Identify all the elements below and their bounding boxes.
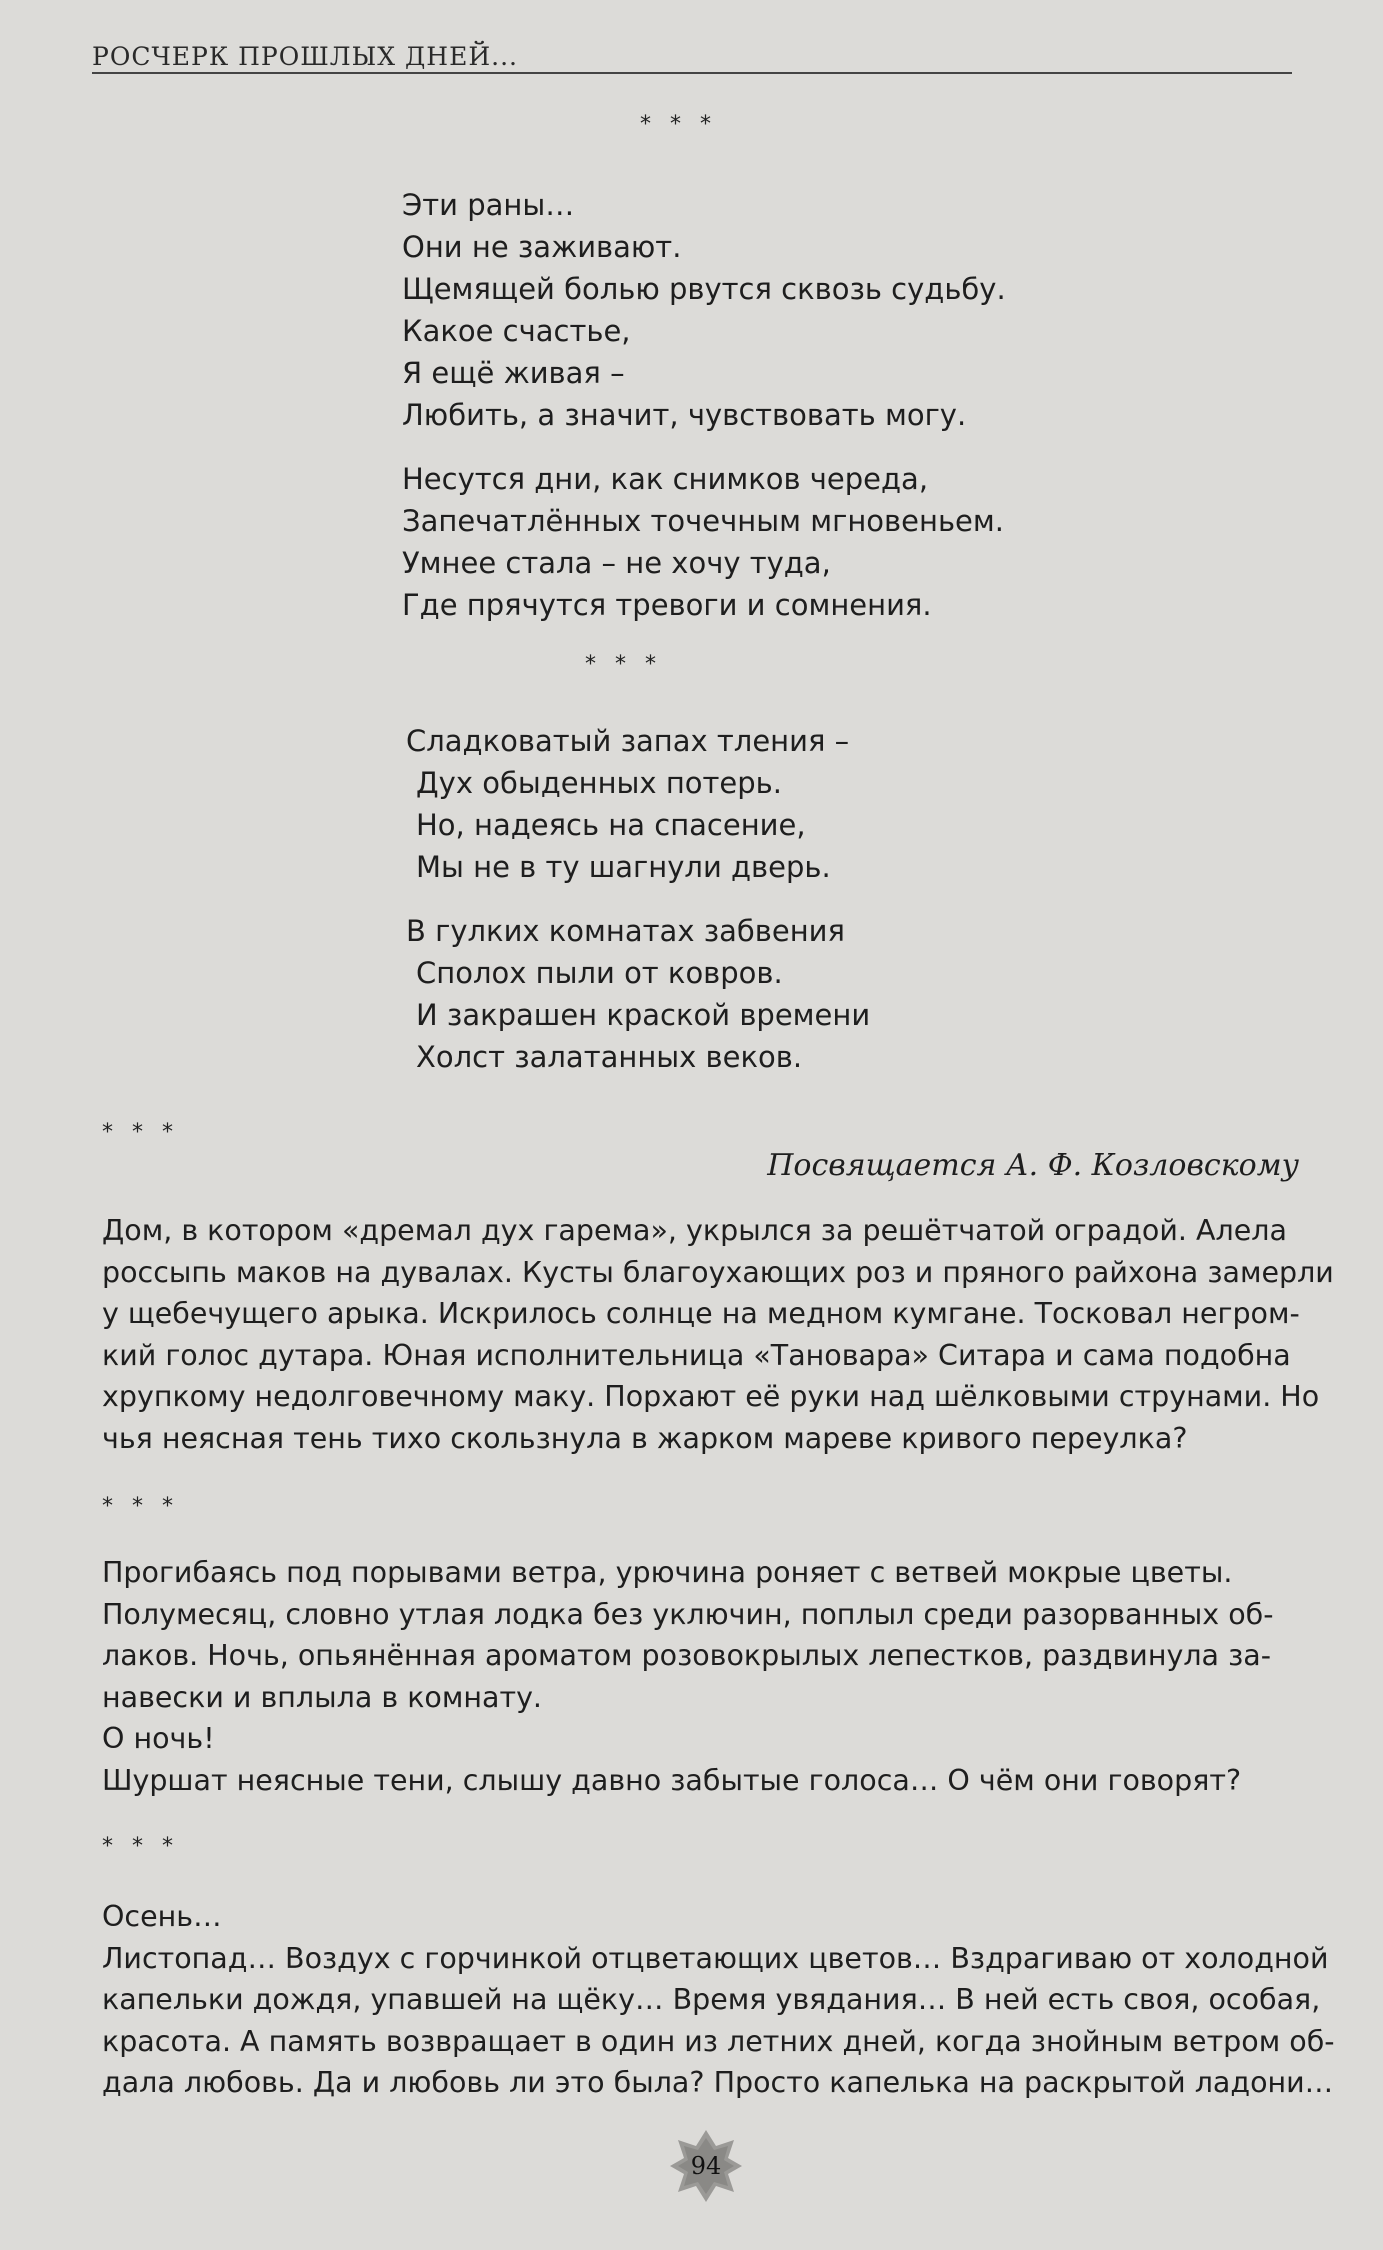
prose-line: у щебечущего арыка. Искрилось солнце на медном кумгане. Тосковал негром- bbox=[102, 1297, 1300, 1330]
header-rule bbox=[92, 72, 1292, 74]
poem-line: Сполох пыли от ковров. bbox=[416, 956, 783, 990]
poem-line: Запечатлённых точечным мгновеньем. bbox=[402, 504, 1004, 538]
poem-1 bbox=[402, 184, 1006, 648]
prose-line: навески и вплыла в комнату. bbox=[102, 1680, 542, 1714]
prose-line: красота. А память возвращает в один из летних дней, когда знойным ветром об- bbox=[102, 2024, 1335, 2058]
prose-line: Осень… bbox=[102, 1900, 222, 1933]
poem-line: Щемящей болью рвутся сквозь судьбу. bbox=[402, 272, 1006, 306]
section-separator-3: * * * bbox=[102, 1120, 179, 1145]
poem-line: Мы не в ту шагнули дверь. bbox=[416, 850, 831, 884]
section-separator-4: * * * bbox=[102, 1494, 179, 1519]
poem-line: Холст залатанных веков. bbox=[416, 1040, 803, 1074]
poem-2-stanza-1 bbox=[406, 720, 870, 888]
poem-line: Дух обыденных потерь. bbox=[416, 766, 782, 800]
prose-line: хрупкому недолговечному маку. Порхают её руки над шёлковыми струнами. Но bbox=[102, 1380, 1320, 1413]
poem-2-stanza-2 bbox=[406, 910, 870, 1078]
section-separator-5: * * * bbox=[102, 1834, 179, 1859]
prose-line: капельки дождя, упавшей на щёку… Время увядания… В ней есть своя, особая, bbox=[102, 1983, 1321, 2016]
poem-line: И закрашен краской времени bbox=[416, 998, 871, 1032]
page-number-badge bbox=[668, 2128, 744, 2204]
poem-1-stanza-1 bbox=[402, 184, 1006, 436]
prose-line: О ночь! bbox=[102, 1722, 215, 1755]
poem-line: Какое счастье, bbox=[402, 314, 631, 348]
poem-line: Я ещё живая – bbox=[402, 356, 625, 390]
prose-line: Полумесяц, словно утлая лодка без уключин, поплыл среди разорванных об- bbox=[102, 1597, 1274, 1631]
poem-line: Но, надеясь на спасение, bbox=[416, 808, 806, 842]
prose-line: Прогибаясь под порывами ветра, урючина роняет с ветвей мокрые цветы. bbox=[102, 1556, 1233, 1589]
poem-1-stanza-2 bbox=[402, 458, 1006, 626]
poem-line: Умнее стала – не хочу туда, bbox=[402, 546, 831, 580]
prose-line: россыпь маков на дувалах. Кусты благоухающих роз и пряного райхона замерли bbox=[102, 1255, 1334, 1289]
section-separator-2: * * * bbox=[585, 652, 662, 677]
prose-line: лаков. Ночь, опьянённая ароматом розовокрылых лепестков, раздвинула за- bbox=[102, 1639, 1271, 1672]
dedication: Посвящается А. Ф. Козловскому bbox=[767, 1148, 1299, 1183]
prose-line: кий голос дутара. Юная исполнительница «Тановара» Ситара и сама подобна bbox=[102, 1338, 1291, 1372]
poem-line: В гулких комнатах забвения bbox=[406, 914, 845, 948]
poem-line: Любить, а значит, чувствовать могу. bbox=[402, 398, 967, 432]
prose-3 bbox=[102, 1896, 1335, 2104]
running-header: РОСЧЕРК ПРОШЛЫХ ДНЕЙ... bbox=[92, 42, 519, 71]
poem-line: Сладковатый запах тления – bbox=[406, 724, 850, 758]
prose-line: Шуршат неясные тени, слышу давно забытые голоса… О чём они говорят? bbox=[102, 1763, 1242, 1797]
prose-line: Дом, в котором «дремал дух гарема», укрылся за решётчатой оградой. Алела bbox=[102, 1214, 1287, 1247]
prose-line: Листопад… Воздух с горчинкой отцветающих цветов… Вздрагиваю от холодной bbox=[102, 1941, 1329, 1975]
page-number: 94 bbox=[690, 2152, 722, 2180]
poem-line: Эти раны… bbox=[402, 188, 575, 222]
prose-1 bbox=[102, 1210, 1334, 1459]
prose-line: дала любовь. Да и любовь ли это была? Просто капелька на раскрытой ладони… bbox=[102, 2066, 1334, 2099]
prose-2 bbox=[102, 1552, 1302, 1801]
poem-2 bbox=[406, 720, 870, 1100]
prose-line: чья неясная тень тихо скользнула в жарком мареве кривого переулка? bbox=[102, 1421, 1188, 1455]
section-separator-1: * * * bbox=[640, 112, 717, 137]
poem-line: Где прячутся тревоги и сомнения. bbox=[402, 588, 932, 622]
poem-line: Они не заживают. bbox=[402, 230, 682, 264]
poem-line: Несутся дни, как снимков череда, bbox=[402, 462, 929, 496]
